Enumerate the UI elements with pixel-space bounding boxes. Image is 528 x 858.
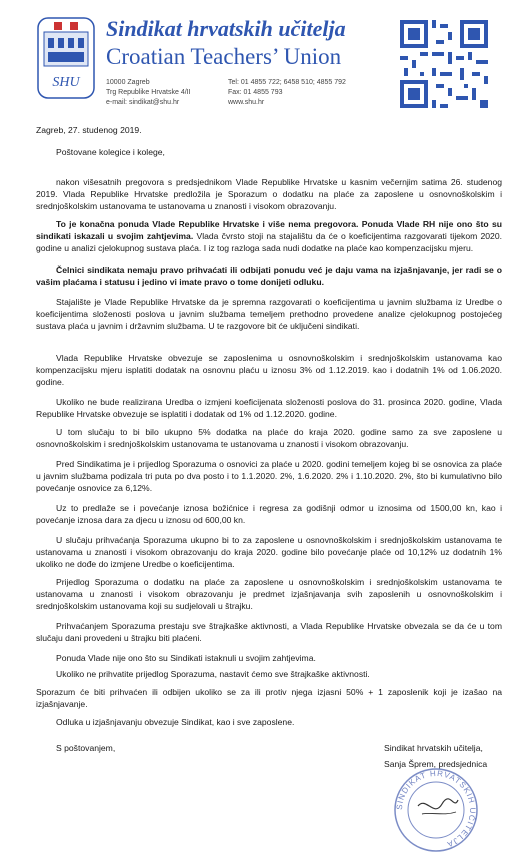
paragraph-10: U slučaju prihvaćanja Sporazuma ukupno bi to za zaposlene u osnovnoškolskim i srednjoškolskim ustanovama te ustanovama u znanosti i visokom obrazovanju do kraja 2020. godine bilo povećanje plaće od 10,12% uz dodatnih 1% ukoliko ne dođe do izmjene Uredbe o koeficijentima. (36, 535, 502, 569)
union-name-en: Croatian Teachers’ Union (106, 44, 342, 69)
address-line: 10000 Zagreb (106, 79, 150, 86)
paragraph-9: Uz to predlaže se i povećanje iznosa božićnice i regresa za godišnji odmor u iznosima od 1500,00 kn, kao i povećanje iznosa dara za djecu u iznosu od 600,00 kn. (36, 503, 502, 525)
paragraph-2 (36, 218, 502, 254)
closing: S poštovanjem, (56, 743, 116, 753)
paragraph-6: Ukoliko ne bude realizirana Uredba o izmjeni koeficijenata složenosti poslova do 31. prosinca 2020. godine, Vlada Republike Hrvatske obvezuje se isplatiti i dodatak od 1% od 1.12.2020. godine. (36, 397, 502, 419)
phone-line: Tel: 01 4855 722; 6458 510; 4855 792 (228, 79, 346, 86)
paragraph-11: Prijedlog Sporazuma o dodatku na plaće za zaposlene u osnovnoškolskim i srednjoškolskim ustanovama te ustanovama u znanosti i visokom obrazovanju je predmet izjašnjavanja svih zaposlenih u osnovnoškolskim i srednjoškolskim ustanovama koji su sudjelovali u štrajku. (36, 577, 502, 611)
paragraph-5: Vlada Republike Hrvatske obvezuje se zaposlenima u osnovnoškolskim i srednjoškolskim ustanovama kao kompenzacijsku mjeru isplatiti dodatak na osnovnu plaću u iznosu 3% od 1.12.2019. kao i dodatnih 1% od 1.06.2020. godine. (36, 353, 502, 387)
paragraph-16: Odluka u izjašnjavanju obvezuje Sindikat, kao i sve zaposlene. (56, 717, 295, 727)
paragraph-15: Sporazum će biti prihvaćen ili odbijen ukoliko se za ili protiv njega izjasni 50% + 1 zaposlenik koji je izašao na izjašnjavanje. (36, 687, 502, 709)
email-line: e-mail: sindikat@shu.hr (106, 99, 180, 106)
stamp-text: SINDIKAT HRVATSKIH UČITELJA (394, 768, 478, 850)
paragraph-2-bold: To je konačna ponuda Vlade Republike Hrvatske i više nema pregovora. Ponuda Vlade RH nije ono što su sindikati iskazali u svojim zahtjevima. (36, 219, 502, 241)
union-logo (34, 16, 98, 100)
paragraph-7: U tom slučaju to bi bilo ukupno 5% dodatka na plaće do kraja 2020. godine samo za sve zaposlene u osnovnoškolskim i srednjoškolskim ustanovama te ustanovama u znanosti i visokom obrazovanju. (36, 427, 502, 449)
paragraph-3: Čelnici sindikata nemaju pravo prihvaćati ili odbijati ponudu već je daju vama na izjašnjavanje, jer radi se o vašim plaćama i statusu i jedino vi imate pravo o tome donijeti odluku. (36, 265, 502, 287)
address-line: Trg Republike Hrvatske 4/II (106, 89, 191, 96)
signature-org: Sindikat hrvatskih učitelja, (384, 743, 483, 753)
paragraph-8: Pred Sindikatima je i prijedlog Sporazuma o osnovici za plaće u 2020. godini temeljem kojeg bi se osnovica za plaće u javnim službama podizala tri puta po dva posto i to 1.1.2020. 2%, 1.6.2020. 2% i 1.10.2020. 2%, što bi kumulativno bilo povećanje osnovice za 6,12%. (36, 459, 502, 493)
signature-name: Sanja Šprem, predsjednica (384, 759, 488, 769)
paragraph-13: Ponuda Vlade nije ono što su Sindikati istaknuli u svojim zahtjevima. (56, 653, 316, 663)
paragraph-14: Ukoliko ne prihvatite prijedlog Sporazuma, nastavit ćemo sve štrajkaške aktivnosti. (56, 669, 370, 679)
union-name-hr: Sindikat hrvatskih učitelja (106, 16, 346, 41)
logo-text: SHU (52, 75, 80, 90)
paragraph-1: nakon višesatnih pregovora s predsjednikom Vlade Republike Hrvatske u kasnim večernjim satima 26. studenog 2019. Vlada Republike Hrvatske predložila je Sporazum o dodatku na plaće za zaposlene u osnovnoškolskim i srednjoškolskim ustanovama te ustanovama u znanosti i visokom obrazovanju. (36, 177, 502, 211)
letter-date: Zagreb, 27. studenog 2019. (36, 125, 142, 135)
fax-line: Fax: 01 4855 793 (228, 89, 283, 96)
paragraph-2-rest: Vlada čvrsto stoji na stajalištu da će o koeficijentima razgovarati tijekom 2020. godine u analizi cjelokupnog sustava plaća. I iz tog razloga sada nudi dodatke na plaće kao kompenzacijsku mjeru. (36, 231, 503, 253)
address-right (228, 78, 346, 108)
union-stamp (392, 766, 480, 854)
greeting: Poštovane kolegice i kolege, (56, 147, 165, 157)
qr-code (396, 16, 492, 112)
paragraph-12: Prihvaćanjem Sporazuma prestaju sve štrajkaške aktivnosti, a Vlada Republike Hrvatske obvezala se da će u tom slučaju dani provedeni u štrajku biti plaćeni. (36, 621, 502, 643)
handwritten-signature (418, 799, 458, 809)
paragraph-4: Stajalište je Vlade Republike Hrvatske da je spremna razgovarati o koeficijentima u javnim službama iz Uredbe o koeficijentima složenosti poslova u javnim službama temeljem prethodno provedene analize cjelokupnog postojećeg sustava plaća u javnim i državnim službama. U te razgovore bit će uključeni sindikati. (36, 297, 502, 331)
address-left (106, 78, 191, 108)
website-line: www.shu.hr (228, 99, 265, 106)
